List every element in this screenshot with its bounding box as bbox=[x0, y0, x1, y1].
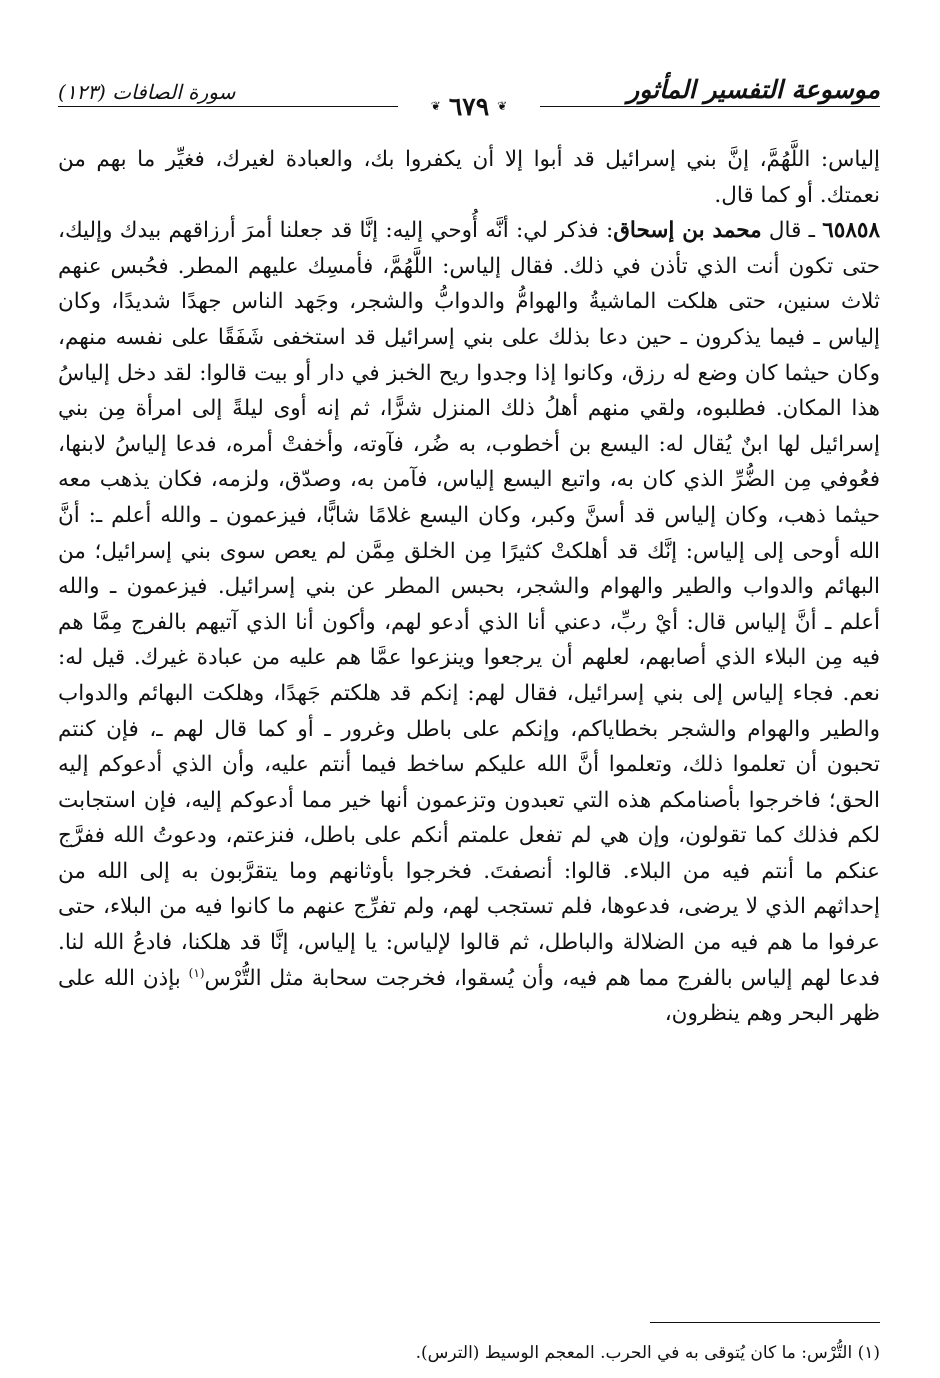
footnote-reference: (١) bbox=[188, 965, 205, 980]
footnote: (١) التُّرْس: ما كان يُتوقى به في الحرب. المعجم الوسيط (الترس). bbox=[415, 1343, 880, 1363]
text-paragraph: إلياس: اللَّهُمَّ، إنَّ بني إسرائيل قد أبوا إلا أن يكفروا بك، والعبادة لغيرك، فغيِّر ما بهم من نعمتك. أو كما قال. bbox=[58, 147, 880, 208]
page-number-box bbox=[398, 91, 540, 121]
ornament-icon: ❦ bbox=[497, 99, 508, 113]
book-title: موسوعة التفسير المأثور bbox=[627, 75, 880, 104]
surah-label: سورة الصافات (١٢٣) bbox=[58, 80, 236, 104]
hadith-intro: ـ قال bbox=[761, 218, 823, 244]
page-number: ٦٧٩ bbox=[448, 91, 490, 121]
book-page bbox=[58, 50, 880, 1363]
hadith-text-end: بإذن الله على ظهر البحر وهم ينظرون، bbox=[58, 965, 880, 1027]
hadith-text: : فذكر لي: أنَّه أُوحي إليه: إنَّا قد جعلنا أمرَ أرزاقهم بيدك وإليك، حتى تكون أنت الذي تأذن في ذلك. فقال إلياس: اللَّهُمَّ، فأمسِك عليهم المطر. فحُبس عنهم ثلاث سنين، حتى هلكت الماشيةُ والهوامُّ والدوابُّ والشجر، وجَهد الناس جهدًا شديدًا، وكان إلياس ـ فيما يذكرون ـ حين دعا بذلك على بني إسرائيل قد استخفى شَفَقًا على نفسه منهم، وكان حيثما كان وضع له رزق، وكانوا إذا وجدوا ريح الخبز في دار أو بيت قالوا: لقد دخل إلياسُ هذا المكان. فطلبوه، ولقي منهم أهلُ ذلك المنزل شرًّا، ثم إنه أوى ليلةً إلى امرأة مِن بني إسرائيل لها ابنٌ يُقال له: اليسع بن أخطوب، به ضُر، فآوته، وأخفتْ أمره، فدعا إلياسُ لابنها، فعُوفي مِن الضُّرِّ الذي كان به، واتبع اليسع إلياس، فآمن به، وصدّق، ولزمه، فكان يذهب معه حيثما ذهب، وكان إلياس قد أسنَّ وكبر، وكان اليسع غلامًا شابًّا، فيزعمون ـ والله أعلم ـ: أنَّ الله أوحى إلى إلياس: إنَّك قد أهلكتْ كثيرًا مِن الخلق مِمَّن لم يعص سوى بني إسرائيل؛ من البهائم والدواب والطير والهوام والشجر، بحبس المطر عن بني إسرائيل. فيزعمون ـ والله أعلم ـ أنَّ إلياس قال: أيْ ربِّ، دعني أنا الذي أدعو لهم، وأكون أنا الذي آتيهم بالفرج مِمَّا هم فيه مِن البلاء الذي أصابهم، لعلهم أن يرجعوا وينزعوا عمَّا هم عليه من عبادة غيرك. قيل له: نعم. فجاء إلياس إلى بني إسرائيل، فقال لهم: إنكم قد هلكتم جَهدًا، وهلكت البهائم والدواب والطير والهوام والشجر بخطاياكم، وإنكم على باطل وغرور ـ أو كما قال لهم ـ، فإن كنتم تحبون أن تعلموا ذلك، وتعلموا أنَّ الله عليكم ساخط فيما أنتم عليه، وأن الذي أدعوكم إليه الحق؛ فاخرجوا بأصنامكم هذه التي تعبدون وتزعمون أنها خير مما أدعوكم إليه، فإن استجابت لكم فذلك كما تقولون، وإن هي لم تفعل علمتم أنكم على باطل، فنزعتم، ودعوتُ الله ففرَّج عنكم ما أنتم فيه من البلاء. قالوا: أنصفتَ. فخرجوا بأوثانهم وما يتقرَّبون به إلى الله من إحداثهم الذي لا يرضى، فدعوها، فلم تستجب لهم، ولم تفرِّج عنهم ما كانوا فيه من البلاء، حتى عرفوا ما هم فيه من الضلالة والباطل، ثم قالوا لإلياس: يا إلياس، إنَّا قد هلكنا، فادعُ الله لنا. فدعا لهم إلياس بالفرج مما هم فيه، وأن يُسقوا، فخرجت سحابة مثل التُّرْس bbox=[58, 218, 880, 991]
page-body bbox=[58, 142, 880, 1032]
hadith-paragraph bbox=[58, 213, 880, 1032]
narrator-name: محمد بن إسحاق bbox=[613, 218, 762, 244]
footnote-rule bbox=[650, 1322, 880, 1323]
ornament-icon: ❦ bbox=[430, 99, 441, 113]
hadith-number: ٦٥٨٥٨ bbox=[822, 218, 880, 244]
